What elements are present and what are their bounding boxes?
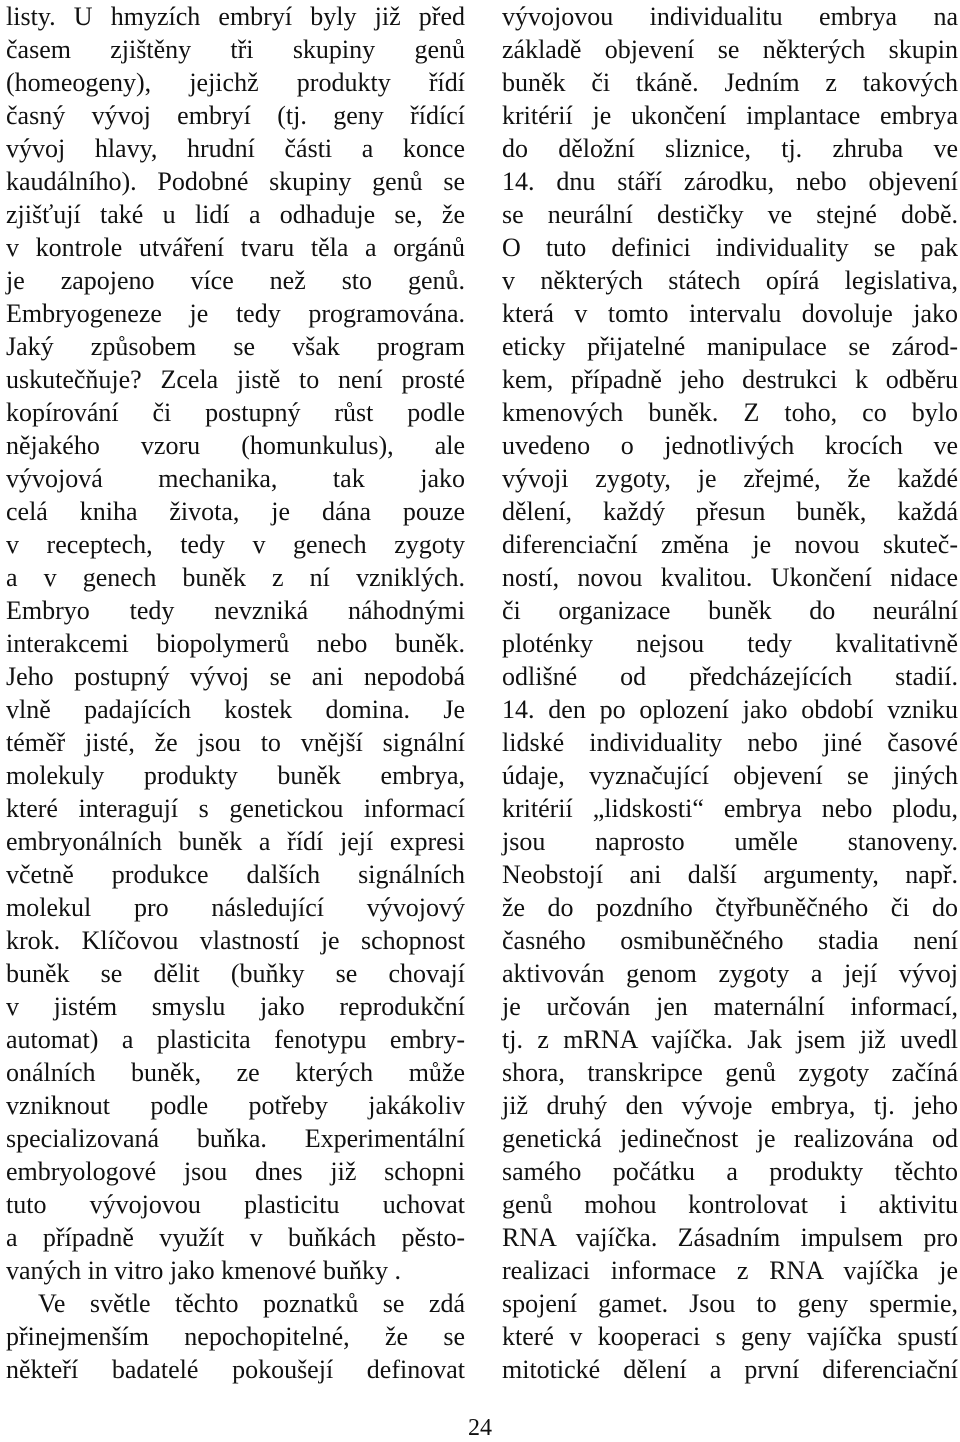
text-line: kmenových buněk. Z toho, co bylo	[502, 398, 958, 427]
text-line: které interagují s genetickou informací	[6, 794, 465, 823]
text-line: diferenciační změna je novou skuteč-	[502, 530, 958, 559]
text-line: buněk či tkáně. Jedním z takových	[502, 68, 958, 97]
text-line: genů mohou kontrolovat i aktivitu	[502, 1190, 958, 1219]
text-line: O tuto definici individuality se pak	[502, 233, 958, 262]
text-line: molekuly produkty buněk embrya,	[6, 761, 465, 790]
text-line: vývoj hlavy, hrudní části a konce	[6, 134, 465, 163]
text-line: ností, novou kvalitou. Ukončení nidace	[502, 563, 958, 592]
text-line: zjišťují také u lidí a odhaduje se, že	[6, 200, 465, 229]
text-line: Jaký způsobem se však program	[6, 332, 465, 361]
text-line: v některých státech opírá legislativa,	[502, 266, 958, 295]
right-text-column	[502, 0, 958, 1386]
text-line: téměř jisté, že jsou to vnější signální	[6, 728, 465, 757]
text-line: jsou naprosto uměle stanoveny.	[502, 827, 958, 856]
text-line: ploténky nejsou tedy kvalitativně	[502, 629, 958, 658]
text-line: kritérií „lidskosti“ embrya nebo plodu,	[502, 794, 958, 823]
text-line: realizaci informace z RNA vajíčka je	[502, 1256, 958, 1285]
text-line: kaudálního). Podobné skupiny genů se	[6, 167, 465, 196]
text-line: listy. U hmyzích embryí byly již před	[6, 2, 465, 31]
text-line: která v tomto intervalu dovoluje jako	[502, 299, 958, 328]
text-line: vývoji zygoty, je zřejmé, že každé	[502, 464, 958, 493]
text-line: krok. Klíčovou vlastností je schopnost	[6, 926, 465, 955]
text-line: odlišné od předcházejících stadií.	[502, 662, 958, 691]
text-line: Jeho postupný vývoj se ani nepodobá	[6, 662, 465, 691]
text-line: v jistém smyslu jako reprodukční	[6, 992, 465, 1021]
text-line: údaje, vyznačující objevení se jiných	[502, 761, 958, 790]
text-line: včetně produkce dalších signálních	[6, 860, 465, 889]
text-line: buněk se dělit (buňky se chovají	[6, 959, 465, 988]
text-line: vývojovou individualitu embrya na	[502, 2, 958, 31]
left-text-column	[6, 0, 465, 1386]
text-line: Neobstojí ani další argumenty, např.	[502, 860, 958, 889]
text-line: uvedeno o jednotlivých krocích ve	[502, 431, 958, 460]
text-line: časem zjištěny tři skupiny genů	[6, 35, 465, 64]
text-line: časný vývoj embryí (tj. geny řídící	[6, 101, 465, 130]
text-line: aktivován genom zygoty a její vývoj	[502, 959, 958, 988]
text-line: specializovaná buňka. Experimentální	[6, 1124, 465, 1153]
text-line: které v kooperaci s geny vajíčka spustí	[502, 1322, 958, 1351]
text-line: genetická jedinečnost je realizována od	[502, 1124, 958, 1153]
text-line: je zapojeno více než sto genů.	[6, 266, 465, 295]
text-line: vaných in vitro jako kmenové buňky .	[6, 1256, 401, 1285]
text-line: lidské individuality nebo jiné časové	[502, 728, 958, 757]
text-line: kopírování či postupný růst podle	[6, 398, 465, 427]
text-line: v kontrole utváření tvaru těla a orgánů	[6, 233, 465, 262]
text-line: časného osmibuněčného stadia není	[502, 926, 958, 955]
page-number: 24	[468, 1415, 492, 1441]
text-line: uskutečňuje? Zcela jistě to není prosté	[6, 365, 465, 394]
text-line: interakcemi biopolymerů nebo buněk.	[6, 629, 465, 658]
text-line: a případně využít v buňkách pěsto-	[6, 1223, 465, 1252]
paragraph-start-line: Ve světle těchto poznatků se zdá	[38, 1289, 465, 1318]
text-line: eticky přijatelné manipulace se zárod-	[502, 332, 958, 361]
text-line: Embryo tedy nevzniká náhodnými	[6, 596, 465, 625]
text-line: embryologové jsou dnes již schopni	[6, 1157, 465, 1186]
text-line: mitotické dělení a první diferenciační	[502, 1355, 958, 1384]
text-line: a v genech buněk z ní vzniklých.	[6, 563, 465, 592]
text-line: RNA vajíčka. Zásadním impulsem pro	[502, 1223, 958, 1252]
text-line: někteří badatelé pokoušejí definovat	[6, 1355, 465, 1384]
text-line: celá kniha života, je dána pouze	[6, 497, 465, 526]
text-line: se neurální destičky ve stejné době.	[502, 200, 958, 229]
text-line: je určován jen maternální informací,	[502, 992, 958, 1021]
text-line: 14. dnu stáří zárodku, nebo objevení	[502, 167, 958, 196]
text-line: do děložní sliznice, tj. zhruba ve	[502, 134, 958, 163]
text-line: vlně padajících kostek domina. Je	[6, 695, 465, 724]
text-line: již druhý den vývoje embrya, tj. jeho	[502, 1091, 958, 1120]
text-line: vzniknout podle potřeby jakákoliv	[6, 1091, 465, 1120]
text-line: spojení gamet. Jsou to geny spermie,	[502, 1289, 958, 1318]
text-line: vývojová mechanika, tak jako	[6, 464, 465, 493]
text-line: embryonálních buněk a řídí její expresi	[6, 827, 465, 856]
text-line: onálních buněk, ze kterých může	[6, 1058, 465, 1087]
text-line: samého počátku a produkty těchto	[502, 1157, 958, 1186]
text-line: 14. den po oplození jako období vzniku	[502, 695, 958, 724]
text-line: přinejmenším nepochopitelné, že se	[6, 1322, 465, 1351]
text-line: shora, transkripce genů zygoty začíná	[502, 1058, 958, 1087]
text-line: že do pozdního čtyřbuněčného či do	[502, 893, 958, 922]
text-line: tj. z mRNA vajíčka. Jak jsem již uvedl	[502, 1025, 958, 1054]
text-line: tuto vývojovou plasticitu uchovat	[6, 1190, 465, 1219]
text-line: kem, případně jeho destrukci k odběru	[502, 365, 958, 394]
text-line: Embryogeneze je tedy programována.	[6, 299, 465, 328]
text-line: nějakého vzoru (homunkulus), ale	[6, 431, 465, 460]
text-line: (homeogeny), jejichž produkty řídí	[6, 68, 465, 97]
text-line: dělení, každý přesun buněk, každá	[502, 497, 958, 526]
text-line: automat) a plasticita fenotypu embry-	[6, 1025, 465, 1054]
text-line: kritérií je ukončení implantace embrya	[502, 101, 958, 130]
text-line: molekul pro následující vývojový	[6, 893, 465, 922]
text-line: či organizace buněk do neurální	[502, 596, 958, 625]
text-line: v receptech, tedy v genech zygoty	[6, 530, 465, 559]
text-line: základě objevení se některých skupin	[502, 35, 958, 64]
